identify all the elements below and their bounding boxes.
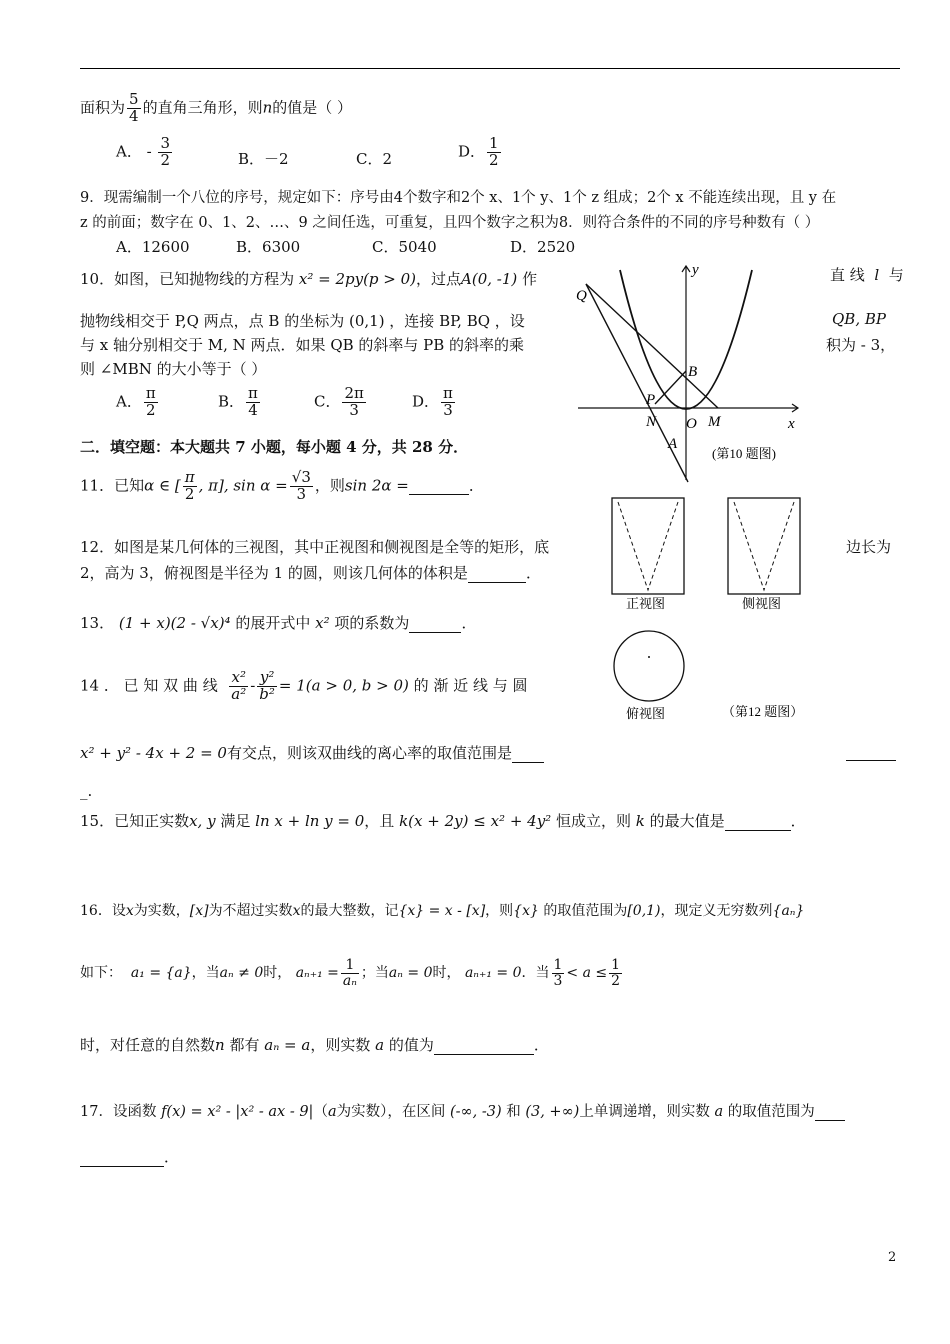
top-view-circle — [614, 631, 684, 701]
section-2-heading: 二．填空题：本大题共 7 小题，每小题 4 分，共 28 分． — [80, 438, 469, 456]
line-QB — [586, 284, 718, 408]
q17-line2: ． — [80, 1146, 179, 1167]
q8-stem: 面积为 $\frac{5}{4}$ 的直角三角形，则n的值是（ ） — [80, 90, 353, 125]
q14-line2: x² + y² - 4x + 2 = 0有交点，则该双曲线的离心率的取值范围是 — [80, 742, 544, 763]
q8-option-d: D． $\frac{1}{2}$ — [458, 134, 499, 169]
label-O: O — [686, 416, 697, 432]
label-M: M — [708, 414, 721, 430]
q10-line2: 抛物线相交于 P,Q 两点，点 B 的坐标为 (0,1) ，连接 BP, BQ ，设 — [80, 312, 525, 330]
page-number: 2 — [888, 1250, 897, 1265]
front-view-label: 正视图 — [626, 596, 666, 611]
q15-line: 15．已知正实数x, y 满足 ln x + ln y = 0，且 k(x + 2y) ≤ x² + 4y² 恒成立，则 k 的最大值是 ． — [80, 812, 806, 830]
top-view-label: 俯视图 — [626, 706, 666, 721]
q16-line1: 16．设x为实数，[x]为不超过实数x的最大整数，记{x} = x - [x]，则{x} 的取值范围为[0,1)，现定义无穷数列{aₙ} — [80, 903, 805, 919]
q10-line2-right: QB, BP — [832, 310, 886, 328]
line-l-through-A — [586, 284, 688, 482]
q10-figure — [570, 258, 810, 488]
q17-line1: 17．设函数 f(x) = x² - |x² - ax - 9|（a为实数），在区间 (-∞, -3) 和 (3, +∞)上单调递增，则实数 a 的取值范围为 — [80, 1100, 845, 1121]
q14-line1: 14 ． 已 知 双 曲 线 $\frac{\text{x²}}{\text{a²}}$ - $\frac{\text{y²}}{\text{b²}}$ = 1(a > 0, b > 0) 的 渐 近 线 与 圆 — [80, 668, 528, 703]
q9-line2: z 的前面；数字在 0、1、2、…、9 之间任选，可重复，且四个数字之积为8．则符合条件的不同的序号种数有（ ） — [80, 215, 820, 231]
side-view-rect — [728, 498, 800, 594]
q10-line3-right: 积为 - 3， — [826, 336, 896, 354]
q13-line: 13． (1 + x)(2 - √x)⁴ 的展开式中 x² 项的系数为 ． — [80, 614, 477, 632]
q9-option-a: A．12600 — [116, 238, 190, 256]
label-Q: Q — [576, 288, 587, 304]
q12-line1-right: 边长为 — [846, 538, 892, 556]
figure12-caption: （第12 题图） — [722, 704, 804, 719]
side-view-label: 侧视图 — [742, 596, 782, 611]
q9-line1: 9．现需编制一个八位的序号，规定如下：序号由4个数字和2个 x、1个 y、1个 z 组成；2个 x 不能连续出现，且 y 在 — [80, 190, 837, 206]
header-rule — [80, 68, 900, 69]
q10-line4: 则 ∠MBN 的大小等于（ ） — [80, 360, 267, 378]
label-N: N — [646, 414, 657, 430]
q12-three-views — [600, 494, 820, 724]
q14-blank-right — [846, 742, 896, 761]
q16-line3: 时，对任意的自然数n 都有 aₙ = a，则实数 a 的值为 ． — [80, 1036, 549, 1054]
q12-line1: 12．如图是某几何体的三视图，其中正视图和侧视图是全等的矩形，底 — [80, 538, 550, 556]
q11-line: 11．已知α ∈ [ $\frac{\pi}{2}$ , π], sin α = $\frac{√3}{3}$ ，则sin 2α = ． — [80, 468, 484, 503]
label-P: P — [646, 392, 656, 408]
q16-line2: 如下： a₁ = {a}，当aₙ ≠ 0时， aₙ₊₁ = $\frac{1}{\text{aₙ}}$ ；当aₙ = 0时， aₙ₊₁ = 0．当 $\frac{1}{3}$ < a ≤ $\frac{1}{2}$ — [80, 957, 621, 989]
q9-option-c: C．5040 — [372, 238, 437, 256]
q10-option-d: D． $\frac{\pi}{3}$ — [412, 384, 453, 419]
q10-line1-right: 直 线 l 与 — [830, 266, 904, 284]
q8-option-b: B．－2 — [238, 150, 289, 168]
q10-option-c: C． $\frac{2\pi}{3}$ — [314, 384, 364, 419]
q10-line3: 与 x 轴分别相交于 M, N 两点．如果 QB 的斜率与 PB 的斜率的乘 — [80, 336, 525, 354]
side-view-hidden-lines — [734, 502, 794, 590]
q14-line3: _. — [80, 782, 93, 800]
q9-option-b: B．6300 — [236, 238, 301, 256]
q8-option-a: A． - $\frac{3}{2}$ — [116, 134, 171, 169]
label-B: B — [688, 364, 698, 380]
q10-option-a: A． $\frac{\pi}{2}$ — [116, 384, 156, 419]
label-A: A — [668, 436, 678, 452]
q9-option-d: D．2520 — [510, 238, 576, 256]
q10-line1: 10．如图，已知抛物线的方程为 x² = 2py(p > 0)，过点A(0, -1) 作 — [80, 270, 538, 288]
front-view-hidden-lines — [618, 502, 678, 590]
label-y: y — [692, 262, 699, 278]
q8-option-c: C．2 — [356, 150, 393, 168]
label-x: x — [788, 416, 795, 432]
q12-line2: 2，高为 3，俯视图是半径为 1 的圆，则该几何体的体积是 ． — [80, 564, 541, 582]
top-view-center — [648, 656, 650, 658]
figure10-caption: (第10 题图) — [712, 446, 776, 461]
front-view-rect — [612, 498, 684, 594]
q10-option-b: B． $\frac{\pi}{4}$ — [218, 384, 258, 419]
